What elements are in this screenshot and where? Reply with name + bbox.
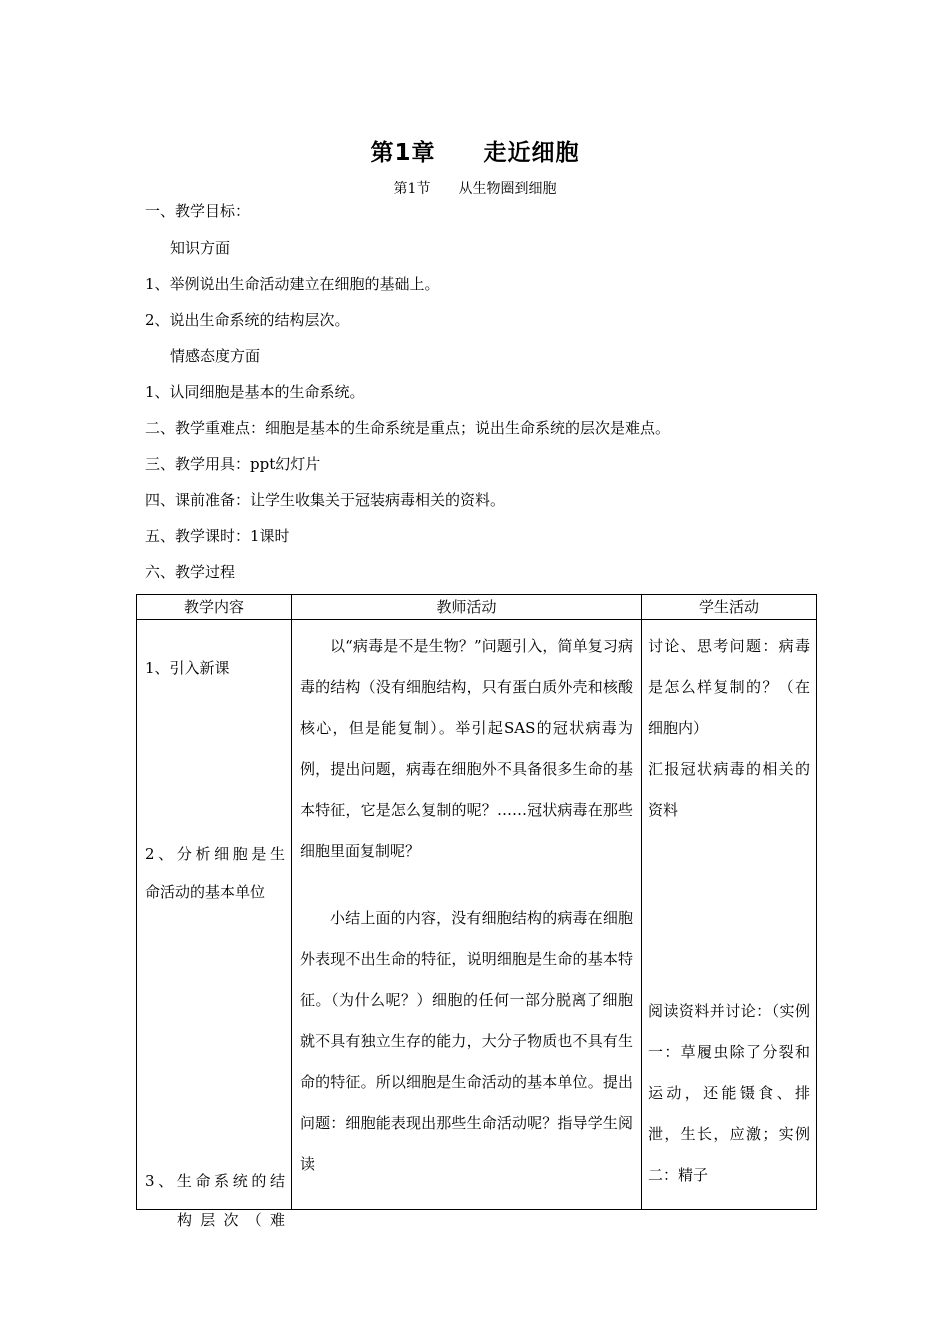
section-subtitle: 第1节 从生物圈到细胞 xyxy=(393,181,557,197)
process-heading: 六、教学过程 xyxy=(145,563,236,581)
knowledge-heading: 知识方面 xyxy=(170,239,231,257)
attitude-heading: 情感态度方面 xyxy=(170,347,261,365)
student-paragraph-2: 汇报冠状病毒的相关的资料 xyxy=(648,760,810,819)
student-cell xyxy=(642,620,817,1210)
teaching-process-table xyxy=(136,594,817,1229)
tools-line: 三、教学用具：ppt幻灯片 xyxy=(145,455,321,473)
header-student: 学生活动 xyxy=(642,595,817,620)
table-row xyxy=(137,620,817,1210)
key-points-line: 二、教学重难点：细胞是基本的生命系统是重点；说出生命系统的层次是难点。 xyxy=(145,419,671,437)
table-header-row xyxy=(137,595,817,620)
content-cell xyxy=(137,620,292,1229)
preparation-line: 四、课前准备：让学生收集关于冠装病毒相关的资料。 xyxy=(145,491,506,509)
student-paragraph-3: 阅读资料并讨论：（实例一：草履虫除了分裂和运动，还能镊食、排泄，生长，应激；实例二：精子 xyxy=(648,1002,810,1184)
header-teacher: 教师活动 xyxy=(292,595,642,620)
objectives-heading: 一、教学目标： xyxy=(145,202,251,220)
teacher-paragraph-1: 以“病毒是不是生物？”问题引入，简单复习病毒的结构（没有细胞结构，只有蛋白质外壳和核酸核心，但是能复制）。举引起SAS的冠状病毒为例，提出问题，病毒在细胞外不具备很多生命的基本特征，它是怎么复制的呢？……冠状病毒在那些细胞里面复制呢？ xyxy=(300,637,633,860)
student-paragraph-1: 讨论、思考问题：病毒是怎么样复制的？（在细胞内） xyxy=(648,637,810,737)
class-hours-line: 五、教学课时：1课时 xyxy=(145,527,290,545)
knowledge-item-2: 2、说出生命系统的结构层次。 xyxy=(145,311,350,329)
content-item-3-line1: 3、生命系统的结 xyxy=(145,1172,285,1190)
teacher-cell xyxy=(292,620,642,1210)
knowledge-item-1: 1、举例说出生命活动建立在细胞的基础上。 xyxy=(145,275,440,293)
header-content: 教学内容 xyxy=(137,595,292,620)
chapter-title: 第1章 走近细胞 xyxy=(370,140,580,166)
content-item-2-line1: 2、分析细胞是生 xyxy=(145,845,285,863)
content-item-3-line2: 构层次（难 xyxy=(177,1211,285,1229)
attitude-item-1: 1、认同细胞是基本的生命系统。 xyxy=(145,383,365,401)
content-item-1: 1、引入新课 xyxy=(145,659,230,677)
content-item-2-line2: 命活动的基本单位 xyxy=(145,883,266,901)
teacher-paragraph-2: 小结上面的内容，没有细胞结构的病毒在细胞外表现不出生命的特征，说明细胞是生命的基本特征。（为什么呢？）细胞的任何一部分脱离了细胞就不具有独立生存的能力，大分子物质也不具有生命的特征。所以细胞是生命活动的基本单位。提出问题：细胞能表现出那些生命活动呢？指导学生阅读 xyxy=(300,909,633,1173)
